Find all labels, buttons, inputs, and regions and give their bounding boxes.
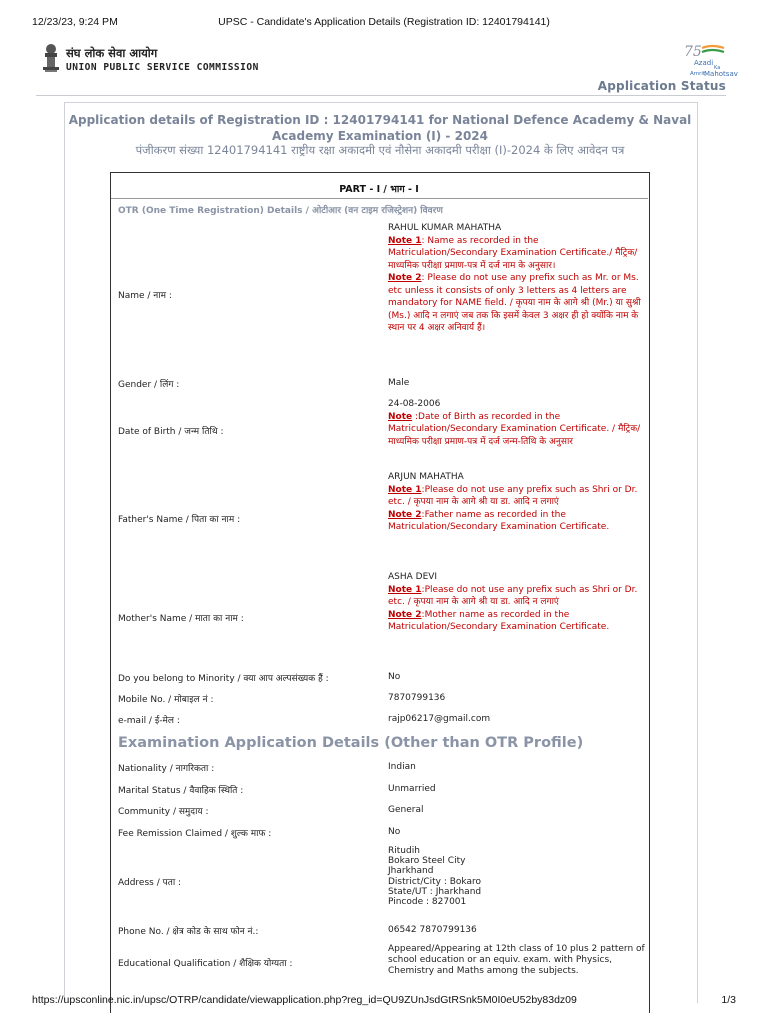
mother-note-1: Note 1:Please do not use any prefix such as Shri or Dr. etc. / कृपया नाम के आगे श्री या डा. आदि न लगाएं <box>388 584 638 607</box>
fee-remission-value: No <box>388 827 401 837</box>
print-header <box>32 16 736 30</box>
part-title: PART - I / भाग - I <box>339 184 419 195</box>
address-line: Bokaro Steel City <box>388 856 466 867</box>
marital-status-value: Unmarried <box>388 784 436 794</box>
community-value: General <box>388 805 424 815</box>
national-emblem-icon <box>40 42 62 74</box>
print-url: https://upsconline.nic.in/upsc/OTRP/candidate/viewapplication.php?reg_id=QU9ZUnJsdGtRSnk5M0I0eU52by83dz09 <box>32 994 577 1006</box>
print-page-number: 1/3 <box>721 994 736 1006</box>
father-note-1: Note 1:Please do not use any prefix such as Shri or Dr. etc. / कृपया नाम के आगे श्री या डा. आदि न लगाएं <box>388 484 638 507</box>
header-divider <box>36 95 726 96</box>
email-label: e-mail / ई-मेल : <box>118 716 180 726</box>
nationality-label: Nationality / नागरिकता : <box>118 764 215 774</box>
org-name-hindi: संघ लोक सेवा आयोग <box>66 46 158 60</box>
application-heading-english <box>64 112 696 144</box>
address-value <box>388 846 646 907</box>
mother-name-label: Mother's Name / माता का नाम : <box>118 614 244 624</box>
dob-label: Date of Birth / जन्म तिथि : <box>118 427 224 437</box>
address-label: Address / पता : <box>118 878 182 888</box>
gender-value: Male <box>388 378 410 388</box>
father-name-value-block <box>388 471 646 534</box>
name-note-1: Note 1: Name as recorded in the Matriculation/Secondary Examination Certificate./ मैट्रिक/माध्यमिक परीक्षा प्रमाण-पत्र में दर्ज नाम के अनुसार। <box>388 235 638 271</box>
mobile-label: Mobile No. / मोबाइल नं : <box>118 695 214 705</box>
azadi-ka-amrit-mahotsav-logo <box>672 42 738 78</box>
name-value: RAHUL KUMAR MAHATHA <box>388 223 502 233</box>
address-line: Pincode : 827001 <box>388 897 467 908</box>
nationality-value: Indian <box>388 762 416 772</box>
print-page-title: UPSC - Candidate's Application Details (Registration ID: 12401794141) <box>218 16 550 28</box>
education-label: Educational Qualification / शैक्षिक योग्यता : <box>118 959 293 969</box>
site-header <box>36 42 738 80</box>
community-label: Community / समुदाय : <box>118 807 209 817</box>
mobile-value: 7870799136 <box>388 693 446 703</box>
mother-note-2: Note 2:Mother name as recorded in the Matriculation/Secondary Examination Certificate. <box>388 609 610 632</box>
father-name-label: Father's Name / पिता का नाम : <box>118 515 241 525</box>
otr-section-title: OTR (One Time Registration) Details / ओटीआर (वन टाइम रजिस्ट्रेशन) विवरण <box>118 206 443 216</box>
name-value-block <box>388 222 646 335</box>
email-value: rajp06217@gmail.com <box>388 714 491 724</box>
education-value: Appeared/Appearing at 12th class of 10 plus 2 pattern of school education or an equiv. exam. with Physics, Chemistry and Maths among the subjects. <box>388 944 645 976</box>
name-label: Name / नाम : <box>118 291 172 301</box>
mother-name-value: ASHA DEVI <box>388 572 438 582</box>
heading-english-line1: Application details of Registration ID : 12401794141 for National Defence Academy & Naval <box>68 113 692 127</box>
svg-text:Mahotsav: Mahotsav <box>704 70 738 78</box>
address-line: State/UT : Jharkhand <box>388 886 482 897</box>
address-line: Ritudih <box>388 846 420 856</box>
svg-text:75: 75 <box>684 44 702 60</box>
father-note-2: Note 2:Father name as recorded in the Matriculation/Secondary Examination Certificate. <box>388 509 610 532</box>
dob-note: Note :Date of Birth as recorded in the Matriculation/Secondary Examination Certificate. / मैट्रिक/माध्यमिक परीक्षा प्रमाण-पत्र में दर्ज जन्म-तिथि के अनुसार <box>388 411 641 447</box>
exam-section-heading: Examination Application Details (Other than OTR Profile) <box>118 735 584 751</box>
print-datetime: 12/23/23, 9:24 PM <box>32 16 118 28</box>
father-name-value: ARJUN MAHATHA <box>388 472 464 482</box>
part-divider <box>111 198 648 199</box>
address-line: District/City : Bokaro <box>388 876 482 887</box>
svg-text:Ka: Ka <box>714 65 721 71</box>
print-footer <box>32 994 736 1008</box>
gender-label: Gender / लिंग : <box>118 380 180 390</box>
heading-english-line2: Academy Examination (I) - 2024 <box>271 129 488 143</box>
svg-text:Azadi: Azadi <box>694 59 714 67</box>
fee-remission-label: Fee Remission Claimed / शुल्क माफ : <box>118 829 272 839</box>
svg-text:Amrit: Amrit <box>690 71 706 77</box>
name-note-2: Note 2: Please do not use any prefix such as Mr. or Ms. etc unless it consists of only 3 letters as 4 letters are mandatory for NAME field. / कृपया नाम के आगे श्री (Mr.) या सुश्री (Ms.) आदि न लगाएं जब तक कि इसमें केवल 3 अक्षर ही हो क्योंकि नाम के स्थान पर 4 अक्षर अनिवार्य हैं। <box>388 273 641 333</box>
dob-value: 24-08-2006 <box>388 399 441 409</box>
org-name-english: UNION PUBLIC SERVICE COMMISSION <box>66 62 259 73</box>
phone-value: 06542 7870799136 <box>388 925 477 935</box>
marital-status-label: Marital Status / वैवाहिक स्थिति : <box>118 786 244 796</box>
application-status-link[interactable]: Application Status <box>597 79 726 93</box>
dob-value-block <box>388 398 646 448</box>
application-heading-hindi: पंजीकरण संख्या 12401794141 राष्ट्रीय रक्षा अकादमी एवं नौसेना अकादमी परीक्षा (I)-2024 के लिए आवेदन पत्र <box>135 143 625 157</box>
address-line: Jharkhand <box>388 866 434 877</box>
minority-value: No <box>388 672 401 682</box>
phone-label: Phone No. / क्षेत्र कोड के साथ फोन नं.: <box>118 927 259 937</box>
minority-label: Do you belong to Minority / क्या आप अल्पसंख्यक हैं : <box>118 674 329 684</box>
mother-name-value-block <box>388 571 646 634</box>
